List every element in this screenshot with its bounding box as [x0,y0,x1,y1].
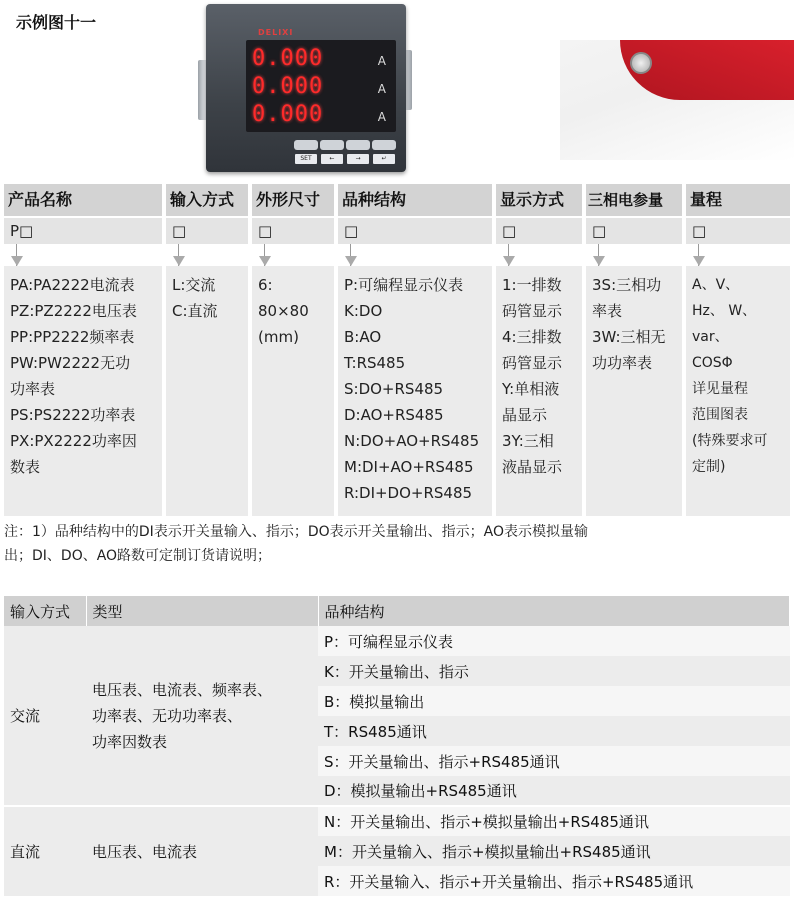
down-arrow-icon [496,244,582,266]
meter-set-label: SET [295,154,317,164]
type-cell [86,806,318,896]
meter-left-arrow-icon: ← [321,154,343,164]
option-line: N:DO+AO+RS485 [344,432,480,450]
meter-unit-2: A [377,82,386,96]
column-header: 显示方式 [496,184,582,216]
meter-readout-3: 0.000 [252,102,324,127]
option-line: T:RS485 [344,354,406,372]
option-line: PP:PP2222频率表 [10,328,135,346]
column-options [166,266,248,516]
down-arrow-icon [686,244,790,266]
option-line: D:AO+RS485 [344,406,444,424]
structure-cell: P：可编程显示仪表 [318,626,790,656]
meter-screen [246,40,396,132]
option-line: 3W:三相无 [592,328,666,346]
column-header: 输入方式 [166,184,248,216]
column-options [338,266,492,516]
meter-button-3 [346,140,370,150]
column-header: 产品名称 [4,184,162,216]
meter-brand: DELIXI [258,28,294,37]
meter-right-arrow-icon: → [347,154,369,164]
option-line: Y:单相液 [502,380,560,398]
type-line: 电压表、电流表、频率表、 [92,680,273,699]
input-cell: 交流 [4,626,86,806]
option-line: PA:PA2222电流表 [10,276,135,294]
option-line: var、 [692,329,729,345]
column-code: □ [338,218,492,244]
structure-table [4,596,790,896]
column-header: 量程 [686,184,790,216]
meter-readout-2: 0.000 [252,74,324,99]
structure-cell: B：模拟量输出 [318,686,790,716]
footnote-line-1: 注：1）品种结构中的DI表示开关量输入、指示；DO表示开关量输出、指示；AO表示模拟量输 [4,524,588,540]
option-line: 4:三排数 [502,328,562,346]
column-code: □ [586,218,682,244]
column-header: 三相电参量 [586,184,682,216]
meter-button-2 [320,140,344,150]
structure-cell: M：开关量输入、指示+模拟量输出+RS485通讯 [318,836,790,866]
option-line: 3S:三相功 [592,276,662,294]
type-line: 功率表、无功功率表、 [92,706,243,725]
structure-cell: T：RS485通讯 [318,716,790,746]
type-cell [86,626,318,806]
option-line: (特殊要求可 [692,433,768,449]
down-arrow-icon [166,244,248,266]
option-line: PS:PS2222功率表 [10,406,136,424]
footnote [4,520,790,568]
structure-cell: N：开关量输出、指示+模拟量输出+RS485通讯 [318,806,790,836]
column-header: 外形尺寸 [252,184,334,216]
option-line: 1:一排数 [502,276,562,294]
column-options [252,266,334,516]
selection-column-input [166,184,248,516]
option-line: L:交流 [172,276,216,294]
column-options [686,266,790,516]
column-header-structure: 品种结构 [318,596,790,626]
selection-guide [0,184,794,516]
selection-column-product [4,184,162,516]
option-line: Hz、 W、 [692,303,757,319]
option-line: COSΦ [692,355,733,371]
column-code: □ [496,218,582,244]
column-code: P□ [4,218,162,244]
option-line: PZ:PZ2222电压表 [10,302,137,320]
option-line: 码管显示 [502,354,563,372]
option-line: 80×80 [258,302,309,320]
option-line: 率表 [592,302,623,320]
option-line: PW:PW2222无功 [10,354,131,372]
page-title: 示例图十一 [16,13,97,32]
option-line: C:直流 [172,302,218,320]
column-code: □ [686,218,790,244]
option-line: M:DI+AO+RS485 [344,458,474,476]
selection-column-structure [338,184,492,516]
meter-image [198,0,418,178]
meter-readout-1: 0.000 [252,46,324,71]
column-header-input: 输入方式 [4,596,86,626]
meter-button-1 [294,140,318,150]
down-arrow-icon [4,244,162,266]
type-line: 功率因数表 [92,732,168,751]
meter-button-4 [372,140,396,150]
type-line: 电压表、电流表 [92,842,198,861]
structure-cell: K：开关量输出、指示 [318,656,790,686]
option-line: P:可编程显示仪表 [344,276,464,294]
option-line: 晶显示 [502,406,548,424]
option-line: 范围图表 [692,407,748,423]
option-line: 功率表 [10,380,56,398]
option-line: 3Y:三相 [502,432,554,450]
table-header-row [4,596,790,626]
selection-column-three-phase [586,184,682,516]
down-arrow-icon [338,244,492,266]
structure-cell: D：模拟量输出+RS485通讯 [318,776,790,806]
option-line: 6: [258,276,273,294]
column-code: □ [166,218,248,244]
option-line: K:DO [344,302,383,320]
option-line: PX:PX2222功率因 [10,432,137,450]
down-arrow-icon [586,244,682,266]
column-code: □ [252,218,334,244]
structure-cell: S：开关量输出、指示+RS485通讯 [318,746,790,776]
selection-column-range [686,184,790,516]
structure-cell: R：开关量输入、指示+开关量输出、指示+RS485通讯 [318,866,790,896]
meter-enter-icon: ↵ [373,154,395,164]
selection-column-size [252,184,334,516]
down-arrow-icon [252,244,334,266]
option-line: R:DI+DO+RS485 [344,484,473,502]
meter-unit-1: A [377,54,386,68]
column-header: 品种结构 [338,184,492,216]
option-line: S:DO+RS485 [344,380,444,398]
table-row [4,626,790,656]
meter-unit-3: A [377,110,386,124]
option-line: 液晶显示 [502,458,563,476]
option-line: 码管显示 [502,302,563,320]
column-header-type: 类型 [86,596,318,626]
column-options [586,266,682,516]
option-line: 定制) [692,459,726,475]
column-options [4,266,162,516]
option-line: 详见量程 [692,381,748,397]
column-options [496,266,582,516]
option-line: A、V、 [692,277,740,293]
option-line: 功功率表 [592,354,653,372]
option-line: B:AO [344,328,382,346]
selection-column-display [496,184,582,516]
footnote-line-2: 出；DI、DO、AO路数可定制订货请说明； [4,548,272,564]
background-photo-knob [630,52,652,74]
option-line: 数表 [10,458,41,476]
option-line: (mm) [258,328,299,346]
table-row [4,806,790,836]
input-cell: 直流 [4,806,86,896]
meter-body [206,4,406,172]
